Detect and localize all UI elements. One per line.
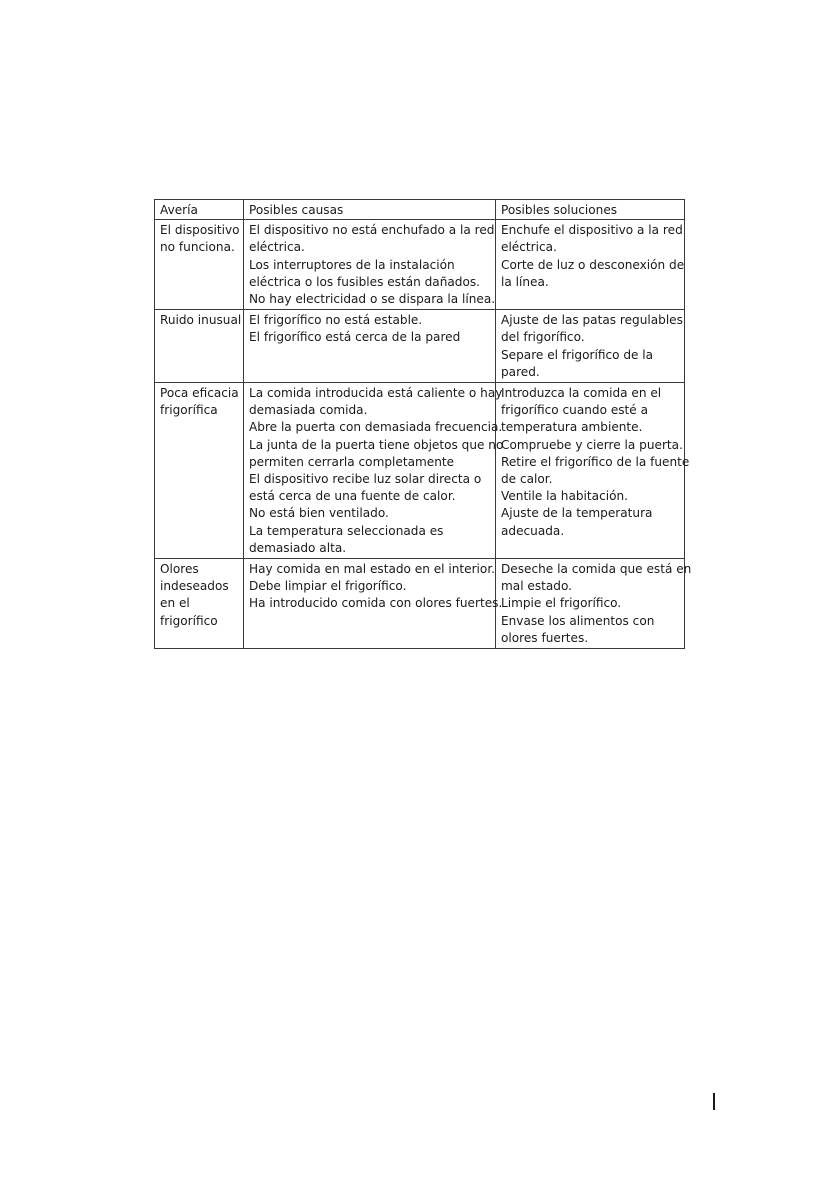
cell-text-line: El dispositivo — [160, 223, 240, 238]
solutions-cell — [496, 310, 685, 383]
table-body — [155, 220, 692, 649]
cell-text-line: adecuada. — [501, 523, 565, 538]
cell-text-line: la línea. — [501, 274, 549, 289]
table-row — [155, 220, 685, 310]
cell-text-line: frigorífico — [160, 613, 218, 628]
cell-text-line: eléctrica o los fusibles están dañados. — [249, 274, 481, 289]
cell-text-line: No hay electricidad o se dispara la línea. — [249, 292, 496, 307]
cell-text-line: La temperatura seleccionada es — [249, 523, 444, 538]
troubleshooting-table-container — [154, 199, 692, 649]
fault-cell — [155, 220, 244, 310]
cell-text-line: El frigorífico no está estable. — [249, 313, 423, 328]
cell-text-line: Ha introducido comida con olores fuertes. — [249, 596, 503, 611]
header-causes: Posibles causas — [244, 200, 496, 220]
cell-text-line: Ruido inusual — [160, 313, 242, 328]
cell-text-line: No está bien ventilado. — [249, 506, 389, 521]
cell-text-line: Ajuste de las patas regulables — [501, 313, 683, 328]
table-row — [155, 383, 685, 559]
cell-text-line: olores fuertes. — [501, 630, 589, 645]
page-edge-marker — [713, 1093, 715, 1110]
cell-text-line: permiten cerrarla completamente — [249, 454, 455, 469]
cell-text-line: El frigorífico está cerca de la pared — [249, 330, 461, 345]
solutions-cell — [496, 383, 690, 559]
cell-text-line: Ventile la habitación. — [501, 489, 628, 504]
cell-text-line: Corte de luz o desconexión de — [501, 257, 685, 272]
table-row — [155, 559, 685, 649]
cell-text-line: La junta de la puerta tiene objetos que no — [249, 437, 504, 452]
cell-text-line: está cerca de una fuente de calor. — [249, 489, 456, 504]
cell-text-line: frigorífica — [160, 403, 218, 418]
cell-text-line: indeseados — [160, 579, 229, 594]
cell-text-line: El dispositivo no está enchufado a la red — [249, 223, 495, 238]
causes-cell — [244, 220, 496, 310]
cell-text-line: mal estado. — [501, 579, 572, 594]
cell-text-line: Deseche la comida que está en — [501, 562, 692, 577]
cell-text-line: no funciona. — [160, 240, 235, 255]
cell-text-line: Los interruptores de la instalación — [249, 257, 455, 272]
troubleshooting-table — [154, 199, 692, 649]
cell-text-line: Separe el frigorífico de la — [501, 347, 654, 362]
header-solutions: Posibles soluciones — [496, 200, 685, 220]
cell-text-line: demasiado alta. — [249, 540, 347, 555]
cell-text-line: Ajuste de la temperatura — [501, 506, 653, 521]
cell-text-line: El dispositivo recibe luz solar directa o — [249, 472, 482, 487]
cell-text-line: Debe limpiar el frigorífico. — [249, 579, 407, 594]
cell-text-line: temperatura ambiente. — [501, 420, 643, 435]
solutions-cell — [496, 220, 685, 310]
cell-text-line: Introduzca la comida en el — [501, 386, 662, 401]
cell-text-line: eléctrica. — [501, 240, 557, 255]
table-header-row — [155, 200, 685, 220]
cell-text-line: del frigorífico. — [501, 330, 585, 345]
cell-text-line: La comida introducida está caliente o hay — [249, 386, 503, 401]
cell-text-line: demasiada comida. — [249, 403, 368, 418]
fault-cell — [155, 559, 244, 649]
cell-text-line: eléctrica. — [249, 240, 305, 255]
causes-cell — [244, 383, 504, 559]
fault-cell — [155, 310, 244, 383]
cell-text-line: Compruebe y cierre la puerta. — [501, 437, 683, 452]
cell-text-line: Poca eficacia — [160, 386, 239, 401]
solutions-cell — [496, 559, 692, 649]
cell-text-line: de calor. — [501, 472, 553, 487]
causes-cell — [244, 310, 496, 383]
header-fault: Avería — [155, 200, 244, 220]
cell-text-line: Enchufe el dispositivo a la red — [501, 223, 683, 238]
cell-text-line: Abre la puerta con demasiada frecuencia. — [249, 420, 503, 435]
cell-text-line: Retire el frigorífico de la fuente — [501, 454, 690, 469]
cell-text-line: pared. — [501, 364, 540, 379]
table-row — [155, 310, 685, 383]
cell-text-line: Envase los alimentos con — [501, 613, 655, 628]
fault-cell — [155, 383, 244, 559]
cell-text-line: Limpie el frigorífico. — [501, 596, 622, 611]
cell-text-line: Olores — [160, 562, 199, 577]
causes-cell — [244, 559, 503, 649]
cell-text-line: frigorífico cuando esté a — [501, 403, 648, 418]
cell-text-line: en el — [160, 596, 190, 611]
cell-text-line: Hay comida en mal estado en el interior. — [249, 562, 496, 577]
